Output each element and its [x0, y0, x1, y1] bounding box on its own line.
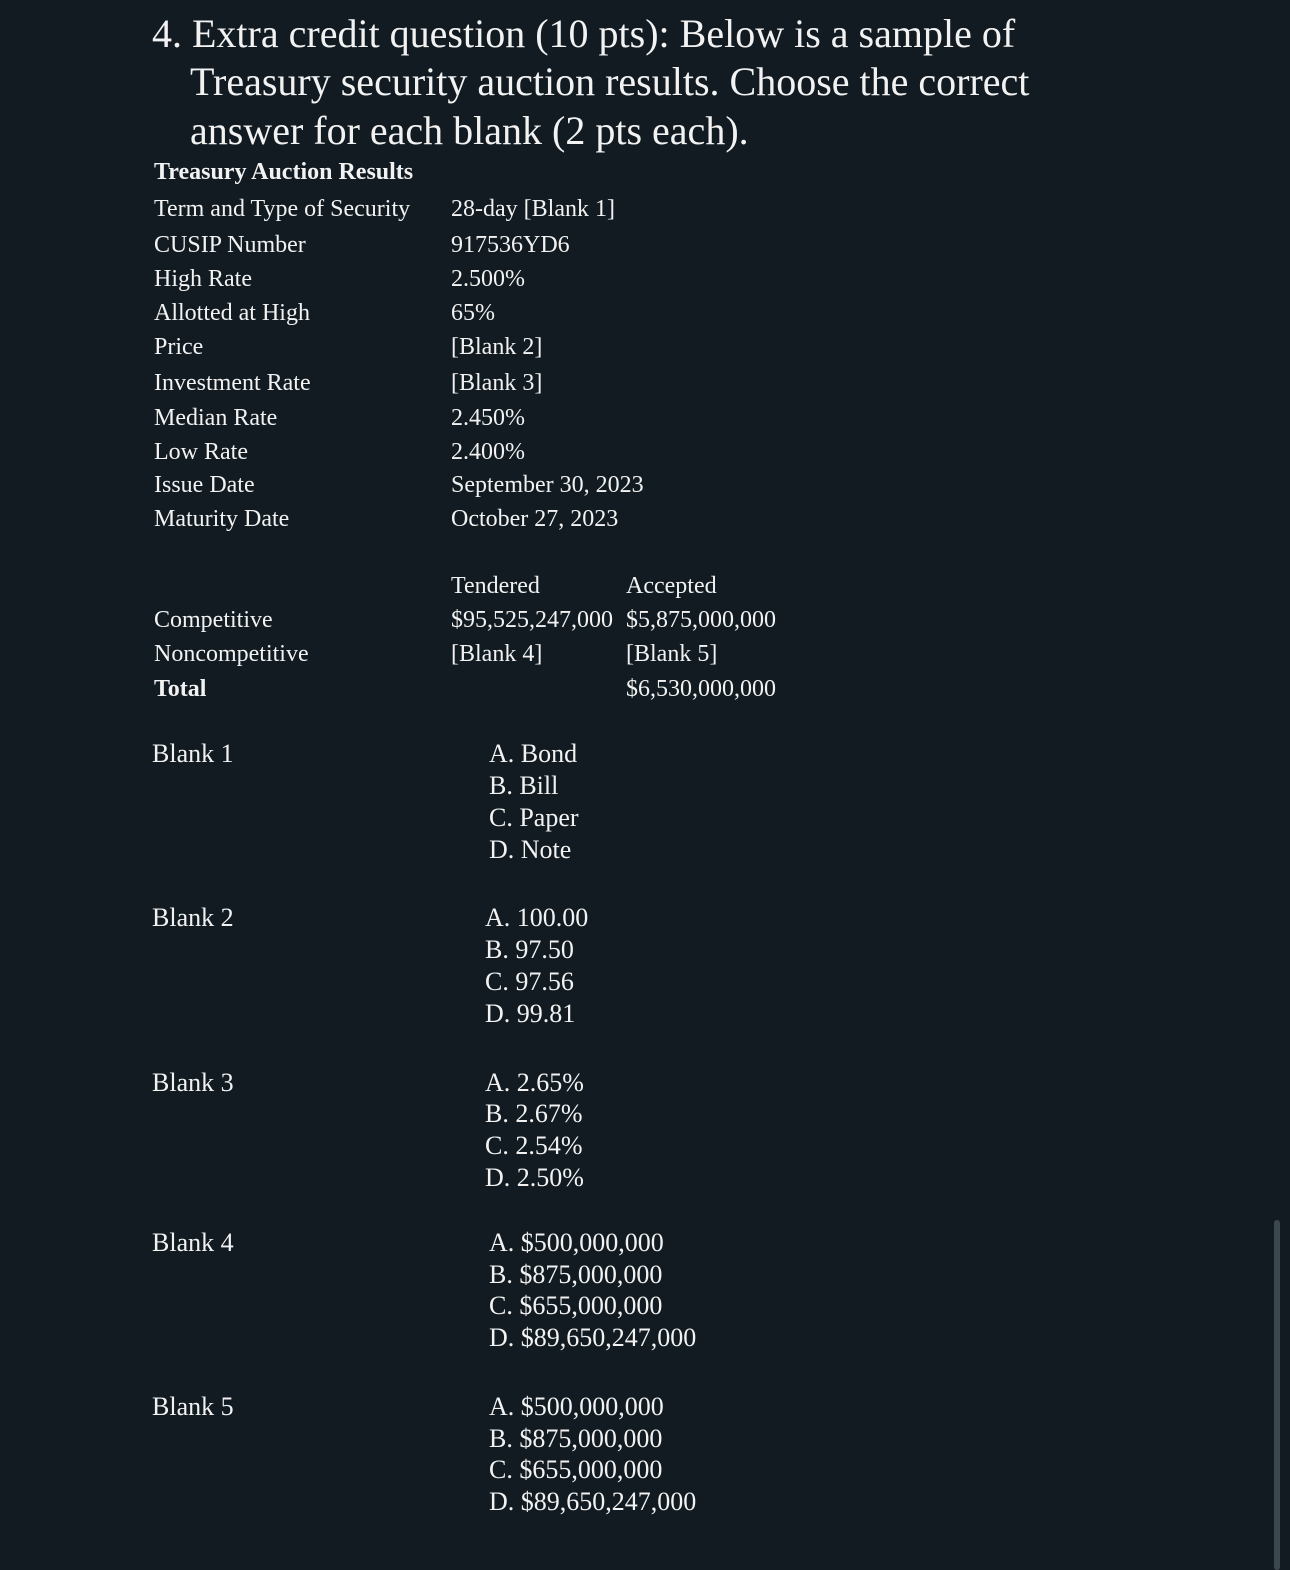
blank-1-option-d[interactable]: D. Note — [489, 835, 572, 864]
question-line-2: Treasury security auction results. Choose the correct — [190, 59, 1030, 104]
blank-1-option-b[interactable]: B. Bill — [489, 771, 559, 800]
row-value-cusip: 917536YD6 — [451, 232, 570, 258]
noncompetitive-label: Noncompetitive — [154, 641, 309, 667]
competitive-accepted: $5,875,000,000 — [626, 607, 776, 633]
blank-4-option-b[interactable]: B. $875,000,000 — [489, 1260, 663, 1289]
row-value-investment-rate: [Blank 3] — [451, 370, 543, 396]
tendered-header: Tendered — [451, 573, 540, 599]
blank-2-label: Blank 2 — [152, 903, 234, 932]
row-value-maturity-date: October 27, 2023 — [451, 506, 619, 532]
blank-5-option-d[interactable]: D. $89,650,247,000 — [489, 1487, 697, 1516]
row-label-allotted: Allotted at High — [154, 300, 310, 326]
noncompetitive-accepted: [Blank 5] — [626, 641, 718, 667]
row-label-issue-date: Issue Date — [154, 472, 255, 498]
blank-4-label: Blank 4 — [152, 1228, 234, 1257]
blank-4-option-d[interactable]: D. $89,650,247,000 — [489, 1323, 697, 1352]
blank-3-option-a[interactable]: A. 2.65% — [485, 1068, 584, 1097]
row-value-issue-date: September 30, 2023 — [451, 472, 644, 498]
question-line-3: answer for each blank (2 pts each). — [190, 108, 749, 153]
blank-3-option-c[interactable]: C. 2.54% — [485, 1131, 583, 1160]
blank-5-option-b[interactable]: B. $875,000,000 — [489, 1424, 663, 1453]
blank-5-option-c[interactable]: C. $655,000,000 — [489, 1455, 663, 1484]
row-value-high-rate: 2.500% — [451, 266, 525, 292]
row-value-price: [Blank 2] — [451, 334, 543, 360]
blank-5-label: Blank 5 — [152, 1392, 234, 1421]
total-label: Total — [154, 676, 207, 702]
blank-4-option-c[interactable]: C. $655,000,000 — [489, 1291, 663, 1320]
blank-4-option-a[interactable]: A. $500,000,000 — [489, 1228, 664, 1257]
blank-1-option-c[interactable]: C. Paper — [489, 803, 579, 832]
competitive-tendered: $95,525,247,000 — [451, 607, 613, 633]
row-label-investment-rate: Investment Rate — [154, 370, 311, 396]
row-label-maturity-date: Maturity Date — [154, 506, 290, 532]
row-label-high-rate: High Rate — [154, 266, 252, 292]
accepted-header: Accepted — [626, 573, 717, 599]
question-line-1: 4. Extra credit question (10 pts): Below is a sample of — [152, 11, 1016, 56]
results-title: Treasury Auction Results — [154, 159, 414, 185]
competitive-label: Competitive — [154, 607, 273, 633]
blank-2-option-b[interactable]: B. 97.50 — [485, 935, 574, 964]
row-value-term: 28-day [Blank 1] — [451, 196, 615, 222]
blank-1-option-a[interactable]: A. Bond — [489, 739, 578, 768]
total-accepted: $6,530,000,000 — [626, 676, 776, 702]
noncompetitive-tendered: [Blank 4] — [451, 641, 543, 667]
blank-3-option-d[interactable]: D. 2.50% — [485, 1163, 584, 1192]
row-label-price: Price — [154, 334, 204, 360]
row-value-low-rate: 2.400% — [451, 439, 525, 465]
row-label-cusip: CUSIP Number — [154, 232, 306, 258]
row-label-low-rate: Low Rate — [154, 439, 248, 465]
blank-3-option-b[interactable]: B. 2.67% — [485, 1099, 583, 1128]
blank-5-option-a[interactable]: A. $500,000,000 — [489, 1392, 664, 1421]
blank-2-option-d[interactable]: D. 99.81 — [485, 999, 576, 1028]
row-value-allotted: 65% — [451, 300, 495, 326]
blank-2-option-c[interactable]: C. 97.56 — [485, 967, 574, 996]
blank-1-label: Blank 1 — [152, 739, 234, 768]
row-label-median-rate: Median Rate — [154, 405, 278, 431]
blank-3-label: Blank 3 — [152, 1068, 234, 1097]
vertical-scrollbar[interactable] — [1274, 1220, 1280, 1570]
row-label-term: Term and Type of Security — [154, 196, 411, 222]
row-value-median-rate: 2.450% — [451, 405, 525, 431]
blank-2-option-a[interactable]: A. 100.00 — [485, 903, 589, 932]
